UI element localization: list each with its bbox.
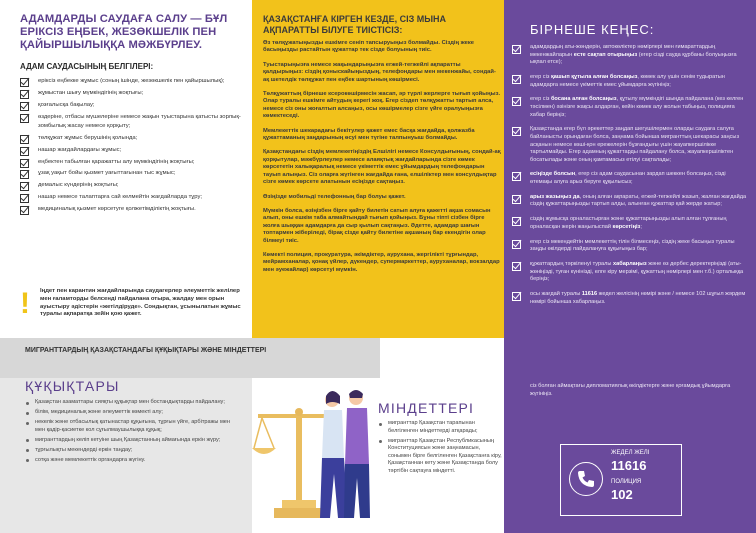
rights-title: ҚҰҚЫҚТАРЫ — [25, 378, 120, 394]
list-item: мигранттардың келіп кетуіне шың Қазақстанның аймағында еркін жүру; — [25, 437, 235, 445]
checkbox-icon — [512, 97, 521, 106]
checkbox-icon — [20, 206, 29, 215]
list-item: адамдардың аты-жөндерін, автокөліктер нөмірлері мен ғимараттардың мекенжайларын есте сақтап отырыңыз (егер сізді сауда құрбаны болуыңызға ықпал етсе); — [512, 44, 748, 67]
paragraph: Туыстарыңызға немесе жақындарыңызға егжей-тегжейлі ақпаратты қалдырыңыз: сіздің қоныскайыңыздың, телефондары мен мекенжайы, сондай-ақ шетелдік төлқұжат пен еңбек шартының көшірмесі. — [263, 61, 496, 83]
list-item: сіздің жұмысқа орналастырған және құжаттарыңызды алып алған тұлғаның орналасқан жерін жаңылыспай көрсетіңіз; — [512, 216, 748, 231]
list-item: егер сіз босана алған болсаңыз, құтылу мүмкіндігі шыңда пайдалана (кез келген тәсілмен) әзінізге жақсы алдарған, кейін көмек алу жолын табыңыз, полицияға хабар беріңіз; — [512, 96, 748, 119]
rights-header-band — [0, 338, 380, 378]
checkbox-icon — [20, 114, 29, 123]
arrival-info-title: ҚАЗАҚСТАНҒА КІРГЕН КЕЗДЕ, СІЗ МЫНА АҚПАРАТТЫ БІЛУГЕ ТИІСТІСІЗ: — [263, 14, 447, 35]
paragraph: Мүмкін болса, өзіңізбен бірге қайту билетін сатып алуға қажетті ақша сомасын алып, оны ешкім таба алмайтындай тығып қойыңыз. Бұны тіпті сізбен бірге жолға шыққан адамдарға да сыр қылып сақтаңыз. Әдетте, адамдар шағын топтармен жіберіледі, бірақ сізде қайту билетіне ақшаның бар екендігін олар білмеуі тиіс. — [263, 207, 491, 244]
list-item: білім, медициналық және әлеуметтік көмекті алу; — [25, 409, 235, 417]
checkbox-icon — [512, 127, 521, 136]
paragraph: Өз төлқұжатыңызды ешкімге сеніп тапсыруыңыз болмайды. Сіздің жеке басыңызды растайтын құжаттар тек сізде болуының тиіс. — [263, 40, 475, 54]
police-number: 102 — [611, 487, 633, 502]
signs-heading: АДАМ САУДАСЫНЫҢ БЕЛГІЛЕРІ: — [20, 62, 154, 71]
paragraph: Өзіңізде мобильді телефонның бар болуы қажет. — [263, 193, 406, 200]
list-item: құжаттардың тәркіленуі туралы хабарлаңыз және өз дербес деректеріңізді (аты-жөніңізді, туған күнінізді, елге кіру мерзімі, құжаттың нөмірлері мен т.б.) орталыққа беріңіз; — [512, 261, 748, 284]
police-label: ПОЛИЦИЯ — [611, 479, 642, 485]
list-item: арыз жазыңыз да, оның алған ақпараты, егжей-тегжейлі жазып, жалған жағдайда сіздің құжаттарыңызды тартып алды, алынған құжаттар қай жерде жатыр; — [512, 194, 748, 209]
list-item: еріксіз еңбекке жұмыс (соның ішінде, жезөкшелік пен қайыршылық); — [20, 77, 242, 86]
list-item: тұрғылықты мекендерді еркін таңдау; — [25, 447, 235, 455]
phone-icon — [569, 462, 603, 496]
hotline-box — [560, 444, 682, 516]
checkbox-icon — [512, 45, 521, 54]
list-item: нашар жағдайлардағы жұмыс; — [20, 146, 242, 155]
checkbox-icon — [20, 170, 29, 179]
signs-list — [20, 77, 242, 214]
checkbox-icon — [512, 217, 521, 226]
list-item: медициналық қызмет көрсетуге қолжетімділіктің жоқтығы. — [20, 205, 242, 214]
list-item: төлқұжат жұмыс берушінің қолында; — [20, 134, 242, 143]
checkbox-icon — [20, 147, 29, 156]
checkbox-icon — [20, 182, 29, 191]
list-item: еңбектен табылған қаражатты алу мүмкіндігінің жоқтығы; — [20, 158, 242, 167]
paragraph: Қазақстандағы сіздің мемлекетіңіздің Елшілігі немесе Консулдығының, сондай-ақ қорқытулар, мәжбүрлеулер немесе алаяқтық жағдайларында сізге көмек көрсететін халықаралық немесе үкіметтік емес ұйымдардың телефондарын тауып алыңыз. Сіз оларға жүгінген жағдайда ғана, елшіліктер мен консулдықтар сізге көмек көрсете алатынын есіңізде сақтаңыз. — [263, 149, 501, 186]
list-item: егер сіз қашып құтыла алған болсаңыз, көмек алу үшін сенім тудыратын адамдарға немесе үкіметтік емес ұйымдарға жүгініңіз; — [512, 74, 748, 89]
checkbox-icon — [512, 195, 521, 204]
hotline-label: ЖЕДЕЛ ЖЕЛІ — [611, 450, 650, 456]
checkbox-icon — [512, 75, 521, 84]
list-item: мигранттар Қазақстан тарапынан белгіленген міндеттерді атқарады; — [378, 420, 503, 435]
list-item: өздеріне, отбасы мүшелеріне немесе жақын туыстарына қатысты зорлық-зомбылық жасау немесе қорқыту; — [20, 113, 242, 130]
rights-list — [25, 399, 235, 467]
list-item: егер сіз мекендейтін мемлекеттің тілін білмесеңіз, сіздің жеке басыңыз туралы заңды өкілдерді пайдалануға құқығыңыз бар; — [512, 239, 748, 254]
exclamation-icon: ! — [20, 287, 30, 320]
paragraph: Төлқұжаттың бірнеше ксерокөшірмесін жасап, әр түрлі жерлерге тығып қойыңыз. Олар туралы ешкімге айтудың керегі жоқ. Егер сіздеп төлқұжатты тартып алса, немесе сіз оны жоғалтып алсаңыз, осы көшірмелер сізге үйге оралуыңызға көмектеседі. — [263, 91, 501, 120]
paragraph: Көмекті полиция, прокуратура, әкімдіктер, аурухана, жергілікті тұрғындар, мейрамханалар, қонақ үйлер, дүкендер, супермаркеттер, ауруханалар, вокзалдар мен әуежайлар) көрсетуі мүмкін. — [263, 251, 500, 273]
duties-title: МІНДЕТТЕРІ — [378, 400, 475, 416]
diplomatic-tip: сіз болған аймақтағы дипломатиялық өкілдіктерге және қоғамдық ұйымдарға жүгініңіз. — [530, 383, 731, 397]
list-item: Қазақстанда егер бүл әрекеттер заңдап шегушілермен оларды саудаға салуға байланысты орындаған болса, заңнама бойынша мигранттың шекарасы заңсыз асқанын немесе көші-қон ережелерін бұзғандығы үшін жауапкершілікке тартылмайды. Егер адамның құжаттарды пайдалану болса, жауапкершіліктен босатылады және оның қамтамасыз етілуі сақталады; — [512, 126, 748, 164]
list-item: нашар немесе талаптарға сай келмейтін жағдайларда тұру; — [20, 193, 242, 202]
list-item: сотқа және мемлекеттік органдарға жүгіну. — [25, 457, 235, 465]
duties-list — [378, 420, 503, 478]
checkbox-icon — [20, 102, 29, 111]
checkbox-icon — [20, 194, 29, 203]
checkbox-icon — [512, 262, 521, 271]
checkbox-icon — [20, 90, 29, 99]
list-item: қозғалысқа бақылау; — [20, 101, 242, 110]
checkbox-icon — [512, 240, 521, 249]
phone-glyph-icon — [570, 463, 604, 497]
list-item: некелік және отбасылық қатынастар құқығына, тұрғын үйге, арбітражы мен мен қадір-қасиетке кол сұғылмаушылыққа құқық; — [25, 419, 235, 434]
list-item: осы жағдай туралы 11616 жедел желісінің нөмірі және / немесе 102 шұғыл жәрдем нөмірі бойынша хабарлаңыз. — [512, 291, 748, 306]
rights-heading: МИГРАНТТАРДЫҢ ҚАЗАҚСТАНДАҒЫ ҚҰҚЫҚТАРЫ ЖӘНЕ МІНДЕТТЕРІ — [25, 347, 267, 354]
hotline-number: 11616 — [611, 458, 647, 473]
list-item: есіңізде болсын, егер сіз адам саудасынан зардап шеккен болсаңыз, сізді өтемақы алуға арыз беруге құқылысыз; — [512, 171, 748, 186]
checkbox-icon — [20, 159, 29, 168]
woman-figure — [320, 391, 348, 518]
list-item: жұмыстан шығу мүмкіндігінің жоқтығы; — [20, 89, 242, 98]
checkbox-icon — [512, 292, 521, 301]
list-item: ұзақ уақыт бойы қызмет уағыттағынан тыс жұмыс; — [20, 169, 242, 178]
advice-title: БІРНЕШЕ КЕҢЕС: — [530, 22, 655, 37]
paragraph: Мемлекеттік шекарадағы бекітулер қажет емес басқа жағдайда, қолжазба құжаттаманың заңдарының өсуі мен түгіне талпынуыш болмайды. — [263, 127, 475, 142]
list-item: Қазақстан азаматтары сияқты құқықтар мен бостандықтарды пайдалану; — [25, 399, 235, 407]
list-item: мигранттар Қазақстан Республикасының Конституциясын және заңнамасын, сонымен бірге белгіленген Қазақстанға кіру, Қазақстаннан кету және Қазақстанда болу тәртібін сақтауға міндетті. — [378, 438, 503, 476]
warning-text: Іңдет пен карантин жағдайларында саудагерлер әлеуметтік желілер мен ғаламторды белсенді пайдалана отыра, жалдау мен орын ауыстыру әдістерін «жетілдіруде». Сондықтан, ұсынылатын жұмыс туралы ақпаратқа зейін қою қажет. — [40, 288, 241, 318]
arrival-info-text — [263, 40, 501, 281]
main-title: АДАМДАРДЫ САУДАҒА САЛУ — БҰЛ ЕРІКСІЗ ЕҢБЕК, ЖЕЗӨКШЕЛІК ПЕН ҚАЙЫРШЫЛЫҚҚА МӘЖБҮРЛЕУ. — [20, 13, 228, 51]
checkbox-icon — [20, 135, 29, 144]
man-figure — [344, 390, 370, 518]
checkbox-icon — [512, 172, 521, 181]
advice-list — [512, 44, 748, 313]
list-item: демалыс күндерінің жоқтығы; — [20, 181, 242, 190]
checkbox-icon — [20, 78, 29, 87]
justice-scales-illustration — [252, 378, 377, 528]
